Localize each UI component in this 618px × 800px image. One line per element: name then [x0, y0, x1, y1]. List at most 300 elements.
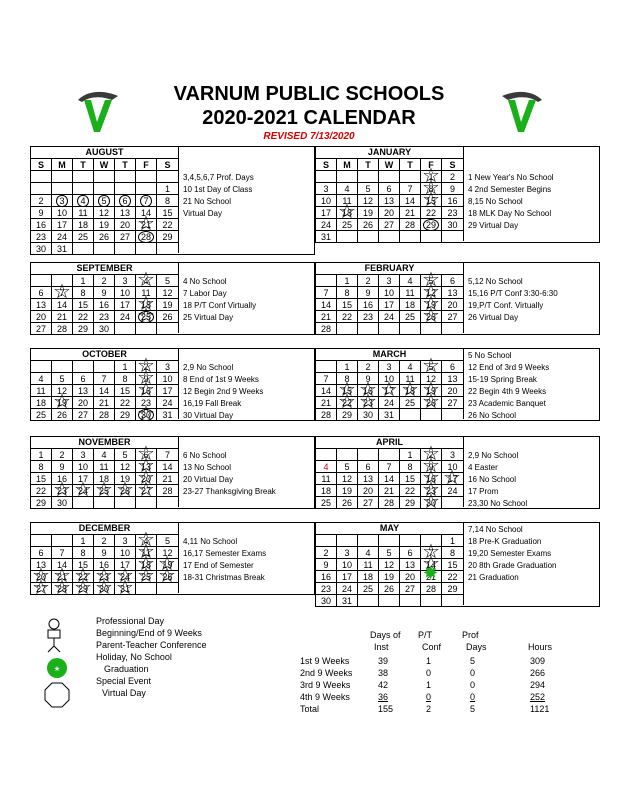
day-cell: 21 — [316, 311, 337, 323]
day-cell: 18 ☆ — [337, 207, 358, 219]
day-cell: 15 — [442, 559, 463, 571]
day-cell — [136, 171, 157, 183]
day-cell: 25 — [400, 397, 421, 409]
day-cell: 7 ☆ — [52, 287, 73, 299]
month-note: 7,14 No School — [468, 525, 523, 534]
day-cell: 22 — [442, 571, 463, 583]
day-cell: 5 ☆ — [421, 275, 442, 287]
day-cell: 26 — [358, 219, 379, 231]
month-note: 19,P/T Conf. Virtually — [468, 301, 544, 310]
month-note: 4 Easter — [468, 463, 498, 472]
day-cell: 25 — [316, 497, 337, 509]
month-note: 3,4,5,6,7 Prof. Days — [183, 173, 254, 182]
day-cell — [157, 497, 178, 509]
day-cell: 27 ☆ — [136, 485, 157, 497]
day-cell — [358, 595, 379, 607]
month-note: 4 2nd Semester Begins — [468, 185, 552, 194]
day-cell: 22 — [400, 485, 421, 497]
day-cell — [94, 183, 115, 195]
day-cell: 9 — [316, 559, 337, 571]
day-cell: 16 — [52, 473, 73, 485]
day-cell: 24 — [52, 231, 73, 243]
weekday-header: S — [442, 159, 463, 171]
month-block-september — [30, 262, 315, 335]
day-cell: 26 ☆ — [421, 311, 442, 323]
day-cell: 23 — [358, 311, 379, 323]
day-cell — [442, 409, 463, 421]
day-cell: 22 ☆ — [337, 397, 358, 409]
day-cell: 17 — [115, 559, 136, 571]
stats-header: Inst — [374, 642, 389, 652]
day-cell: 6 — [379, 183, 400, 195]
stats-header: Prof — [462, 630, 479, 640]
day-cell: 10 — [157, 373, 178, 385]
day-cell: 4 — [337, 183, 358, 195]
day-cell — [115, 323, 136, 335]
day-cell: 4 ☆ — [136, 535, 157, 547]
day-cell — [358, 535, 379, 547]
day-cell: 12 ☆ — [421, 287, 442, 299]
day-cell: 24 — [337, 583, 358, 595]
day-cell: 28 — [316, 409, 337, 421]
day-cell — [358, 323, 379, 335]
school-name: VARNUM PUBLIC SCHOOLS — [173, 83, 445, 105]
month-note: 18-31 Christmas Break — [183, 573, 265, 582]
month-block-december — [30, 522, 315, 595]
stats-value: 0 — [426, 692, 432, 702]
day-cell: 12 — [157, 287, 178, 299]
day-cell: 10 — [337, 559, 358, 571]
day-cell: 4 — [94, 449, 115, 461]
month-block-may — [315, 522, 600, 607]
day-cell — [316, 449, 337, 461]
day-cell — [136, 243, 157, 255]
day-cell: 3 — [52, 195, 73, 207]
day-cell: 18 — [358, 571, 379, 583]
day-cell: 11 — [400, 373, 421, 385]
day-cell: 3 — [379, 275, 400, 287]
day-cell: 18 — [31, 397, 52, 409]
day-cell: 7 — [316, 373, 337, 385]
day-cell: 23 — [442, 207, 463, 219]
day-cell: 10 — [379, 287, 400, 299]
day-cell: 26 ☆ — [157, 571, 178, 583]
month-note: 20 8th Grade Graduation — [468, 561, 557, 570]
stats-header: Days — [466, 642, 487, 652]
stats-value: 0 — [470, 668, 476, 678]
day-cell: 19 — [115, 473, 136, 485]
day-cell: 10 — [442, 461, 463, 473]
weekday-header: M — [337, 159, 358, 171]
day-cell: 28 ☆ — [52, 583, 73, 595]
day-cell — [94, 171, 115, 183]
day-cell: 5 — [358, 183, 379, 195]
day-cell: 8 — [73, 547, 94, 559]
day-cell: 7 — [136, 195, 157, 207]
day-cell: 2 — [442, 171, 463, 183]
day-cell: 18 — [316, 485, 337, 497]
month-note: 19,20 Semester Exams — [468, 549, 552, 558]
day-cell: 7 — [379, 461, 400, 473]
weekday-header: T — [73, 159, 94, 171]
day-cell: 5 — [52, 373, 73, 385]
day-cell — [73, 171, 94, 183]
stats-value: 38 — [378, 668, 389, 678]
day-cell: 16 — [358, 299, 379, 311]
day-cell: 2 — [358, 361, 379, 373]
day-cell: 14 — [316, 299, 337, 311]
month-note: 20 Virtual Day — [183, 475, 234, 484]
stats-row-label: Total — [300, 704, 320, 714]
day-cell: 24 — [316, 219, 337, 231]
day-cell: 6 — [31, 547, 52, 559]
day-cell: 29 — [115, 409, 136, 421]
day-cell: 28 — [316, 323, 337, 335]
day-cell: 1 — [157, 183, 178, 195]
day-cell: 30 — [358, 409, 379, 421]
day-cell: 4 — [400, 275, 421, 287]
day-cell: 2 — [358, 275, 379, 287]
month-name: MARCH — [316, 349, 463, 361]
day-cell: 11 — [31, 385, 52, 397]
stats-header: P/T — [418, 630, 433, 640]
day-cell — [316, 171, 337, 183]
day-cell — [157, 583, 178, 595]
day-cell: 25 — [73, 231, 94, 243]
month-name: DECEMBER — [31, 523, 178, 535]
day-cell: 25 — [31, 409, 52, 421]
day-cell: 17 — [73, 473, 94, 485]
day-cell: 21 — [157, 473, 178, 485]
day-cell: 17 — [337, 571, 358, 583]
day-cell — [73, 183, 94, 195]
month-name: SEPTEMBER — [31, 263, 178, 275]
day-cell: 20 ☆ — [136, 473, 157, 485]
day-cell — [421, 409, 442, 421]
day-cell: 1 — [337, 275, 358, 287]
stats-value: 0 — [470, 692, 476, 702]
day-cell: 1 ☆ — [421, 171, 442, 183]
day-cell: 27 — [115, 231, 136, 243]
day-cell: 12 — [358, 195, 379, 207]
day-cell: 13 — [358, 473, 379, 485]
day-cell: 21 — [316, 397, 337, 409]
day-cell: 30 ☆ — [421, 497, 442, 509]
day-cell: 21 ☆ — [136, 219, 157, 231]
day-cell: 20 — [379, 207, 400, 219]
stats-value: 309 — [530, 656, 546, 666]
month-note: 5,12 No School — [468, 277, 523, 286]
month-note: 16 No School — [468, 475, 517, 484]
month-note: 15,16 P/T Conf 3:30-6:30 — [468, 289, 558, 298]
month-note: 26 No School — [468, 411, 517, 420]
day-cell: 5 — [379, 547, 400, 559]
day-cell: 10 — [115, 287, 136, 299]
month-block-august — [30, 146, 315, 255]
stats-value: 36 — [378, 692, 389, 702]
day-cell: 16 ☆ — [136, 385, 157, 397]
day-cell — [31, 535, 52, 547]
month-name: AUGUST — [31, 147, 178, 159]
day-cell: 5 — [157, 535, 178, 547]
day-cell: 30 — [442, 219, 463, 231]
day-cell: 6 — [73, 373, 94, 385]
day-cell: 5 ☆ — [421, 361, 442, 373]
stats-value: 1121 — [530, 704, 550, 714]
day-cell: 2 — [94, 275, 115, 287]
day-cell — [157, 323, 178, 335]
day-cell: 22 — [31, 485, 52, 497]
day-cell: 9 — [94, 547, 115, 559]
day-cell: 29 — [442, 583, 463, 595]
day-cell: 16 ☆ — [358, 385, 379, 397]
day-cell: 3 — [337, 547, 358, 559]
day-cell: 1 — [442, 535, 463, 547]
day-cell: 31 — [379, 409, 400, 421]
stats-value: 39 — [378, 656, 389, 666]
day-cell — [337, 231, 358, 243]
day-cell: 28 — [400, 219, 421, 231]
day-cell — [316, 535, 337, 547]
day-cell: 29 — [73, 323, 94, 335]
day-cell: 14 — [316, 385, 337, 397]
legend-beginning-end: Beginning/End of 9 Weeks — [96, 628, 202, 638]
day-cell: 11 — [316, 473, 337, 485]
day-cell — [400, 595, 421, 607]
legend-pt-conference: Parent-Teacher Conference — [96, 640, 207, 650]
day-cell — [31, 361, 52, 373]
svg-text:★: ★ — [53, 665, 61, 673]
day-cell: 16 — [442, 195, 463, 207]
day-cell: 14 ☆ — [421, 559, 442, 571]
stats-value: 294 — [530, 680, 546, 690]
day-cell: 8 — [442, 547, 463, 559]
month-note: 21 Graduation — [468, 573, 519, 582]
day-cell: 23 — [136, 397, 157, 409]
day-cell: 28 — [421, 583, 442, 595]
day-cell: 6 — [358, 461, 379, 473]
day-cell — [379, 231, 400, 243]
day-cell: 1 — [337, 361, 358, 373]
legend-special-event: Special Event — [96, 676, 152, 686]
weekday-header: S — [31, 159, 52, 171]
day-cell: 18 — [73, 219, 94, 231]
month-block-november — [30, 436, 315, 509]
day-cell: 14 — [400, 195, 421, 207]
day-cell: 27 — [400, 583, 421, 595]
calendar-year: 2020-2021 CALENDAR — [202, 107, 416, 129]
day-cell — [337, 171, 358, 183]
stats-row-label: 2nd 9 Weeks — [300, 668, 353, 678]
weekday-header: T — [400, 159, 421, 171]
day-cell: 27 — [442, 397, 463, 409]
day-cell: 26 ☆ — [115, 485, 136, 497]
day-cell: 8 — [400, 461, 421, 473]
day-cell: 6 — [442, 275, 463, 287]
day-cell: 17 — [115, 299, 136, 311]
day-cell — [136, 183, 157, 195]
day-cell: 14 — [379, 473, 400, 485]
day-cell: 31 — [157, 409, 178, 421]
day-cell: 19 — [94, 219, 115, 231]
day-cell — [379, 449, 400, 461]
day-cell — [442, 231, 463, 243]
month-name: OCTOBER — [31, 349, 178, 361]
day-cell: 30 ☆ — [136, 409, 157, 421]
day-cell: 15 ☆ — [337, 385, 358, 397]
day-cell — [442, 595, 463, 607]
day-cell: 31 — [337, 595, 358, 607]
day-cell — [379, 595, 400, 607]
day-cell — [358, 231, 379, 243]
day-cell: 27 — [379, 219, 400, 231]
day-cell — [136, 497, 157, 509]
day-cell: 7 — [157, 449, 178, 461]
day-cell: 4 — [400, 361, 421, 373]
day-cell: 10 — [52, 207, 73, 219]
day-cell: 15 ☆ — [421, 195, 442, 207]
month-note: 18 P/T Conf Virtually — [183, 301, 257, 310]
stats-value: 155 — [378, 704, 394, 714]
day-cell — [400, 409, 421, 421]
day-cell: 9 ☆ — [136, 373, 157, 385]
day-cell: 10 — [115, 547, 136, 559]
day-cell: 13 — [442, 287, 463, 299]
day-cell: 29 — [157, 231, 178, 243]
day-cell: 3 — [316, 183, 337, 195]
weekday-header: S — [157, 159, 178, 171]
day-cell: 2 — [316, 547, 337, 559]
day-cell: 1 — [73, 535, 94, 547]
day-cell: 3 — [157, 361, 178, 373]
day-cell: 18 — [400, 299, 421, 311]
month-name: NOVEMBER — [31, 437, 178, 449]
day-cell: 30 ☆ — [94, 583, 115, 595]
day-cell: 5 — [115, 449, 136, 461]
day-cell: 25 ☆ — [136, 571, 157, 583]
day-cell: 15 — [73, 299, 94, 311]
month-note: 8 End of 1st 9 Weeks — [183, 375, 259, 384]
day-cell: 10 — [379, 373, 400, 385]
day-cell — [379, 171, 400, 183]
legend-graduation: Graduation — [104, 664, 149, 674]
day-cell — [421, 231, 442, 243]
day-cell: 9 — [52, 461, 73, 473]
month-note: 16,17 Semester Exams — [183, 549, 267, 558]
day-cell: 8 — [337, 287, 358, 299]
month-note: 12 End of 3rd 9 Weeks — [468, 363, 550, 372]
day-cell: 23 — [31, 231, 52, 243]
day-cell: 19 ☆ — [421, 385, 442, 397]
stats-row-label: 4th 9 Weeks — [300, 692, 350, 702]
day-cell: 1 — [31, 449, 52, 461]
day-cell: 16 — [316, 571, 337, 583]
day-cell: 19 — [337, 485, 358, 497]
day-cell: 28 — [94, 409, 115, 421]
day-cell — [73, 243, 94, 255]
day-cell: 15 — [31, 473, 52, 485]
day-cell: 13 ☆ — [136, 461, 157, 473]
day-cell — [442, 497, 463, 509]
month-block-october — [30, 348, 315, 421]
month-note: 23,30 No School — [468, 499, 528, 508]
day-cell — [31, 183, 52, 195]
day-cell: 27 — [358, 497, 379, 509]
day-cell: 27 — [31, 323, 52, 335]
day-cell: 13 — [442, 373, 463, 385]
day-cell: 23 — [316, 583, 337, 595]
stats-table — [0, 630, 618, 720]
day-cell: 31 ☆ — [115, 583, 136, 595]
weekday-header: M — [52, 159, 73, 171]
day-cell: 15 — [115, 385, 136, 397]
month-note: 6 No School — [183, 451, 227, 460]
day-cell: 7 — [52, 547, 73, 559]
day-cell: 17 — [316, 207, 337, 219]
day-cell — [421, 323, 442, 335]
month-note: Virtual Day — [183, 209, 222, 218]
day-cell — [400, 171, 421, 183]
day-cell: 11 — [73, 207, 94, 219]
month-note: 1 New Year's No School — [468, 173, 554, 182]
day-cell: 4 — [316, 461, 337, 473]
day-cell — [73, 361, 94, 373]
day-cell: 20 — [73, 397, 94, 409]
day-cell: 29 — [31, 497, 52, 509]
day-cell — [73, 497, 94, 509]
day-cell: 24 — [157, 397, 178, 409]
month-note: 17 Prom — [468, 487, 499, 496]
month-note: 2,9 No School — [468, 451, 519, 460]
day-cell: 6 — [442, 361, 463, 373]
day-cell: 18 — [94, 473, 115, 485]
day-cell: 5 — [157, 275, 178, 287]
month-name: MAY — [316, 523, 463, 535]
day-cell: 18 ☆ — [136, 299, 157, 311]
day-cell: 11 — [94, 461, 115, 473]
day-cell: 2 ☆ — [136, 361, 157, 373]
day-cell: 22 ☆ — [73, 571, 94, 583]
day-cell: 30 — [31, 243, 52, 255]
day-cell: 20 — [115, 219, 136, 231]
day-cell: 9 ☆ — [421, 461, 442, 473]
weekday-header: F — [136, 159, 157, 171]
day-cell: 20 ☆ — [31, 571, 52, 583]
day-cell: 12 — [421, 373, 442, 385]
stats-row-label: 3rd 9 Weeks — [300, 680, 351, 690]
day-cell: 11 — [358, 559, 379, 571]
day-cell: 10 — [316, 195, 337, 207]
day-cell: 16 — [94, 559, 115, 571]
day-cell: 19 ☆ — [421, 299, 442, 311]
day-cell: 6 ☆ — [136, 449, 157, 461]
day-cell: 20 — [442, 385, 463, 397]
month-note: 8,15 No School — [468, 197, 523, 206]
day-cell: 8 — [115, 373, 136, 385]
day-cell: 5 — [94, 195, 115, 207]
day-cell: 6 — [400, 547, 421, 559]
day-cell: 22 — [337, 311, 358, 323]
day-cell — [157, 171, 178, 183]
day-cell: 21 ☆ — [52, 571, 73, 583]
day-cell: 10 — [73, 461, 94, 473]
day-cell — [358, 449, 379, 461]
month-note: 5 No School — [468, 351, 512, 360]
day-cell: 16 — [94, 299, 115, 311]
day-cell — [31, 275, 52, 287]
day-cell — [442, 323, 463, 335]
day-cell — [421, 595, 442, 607]
